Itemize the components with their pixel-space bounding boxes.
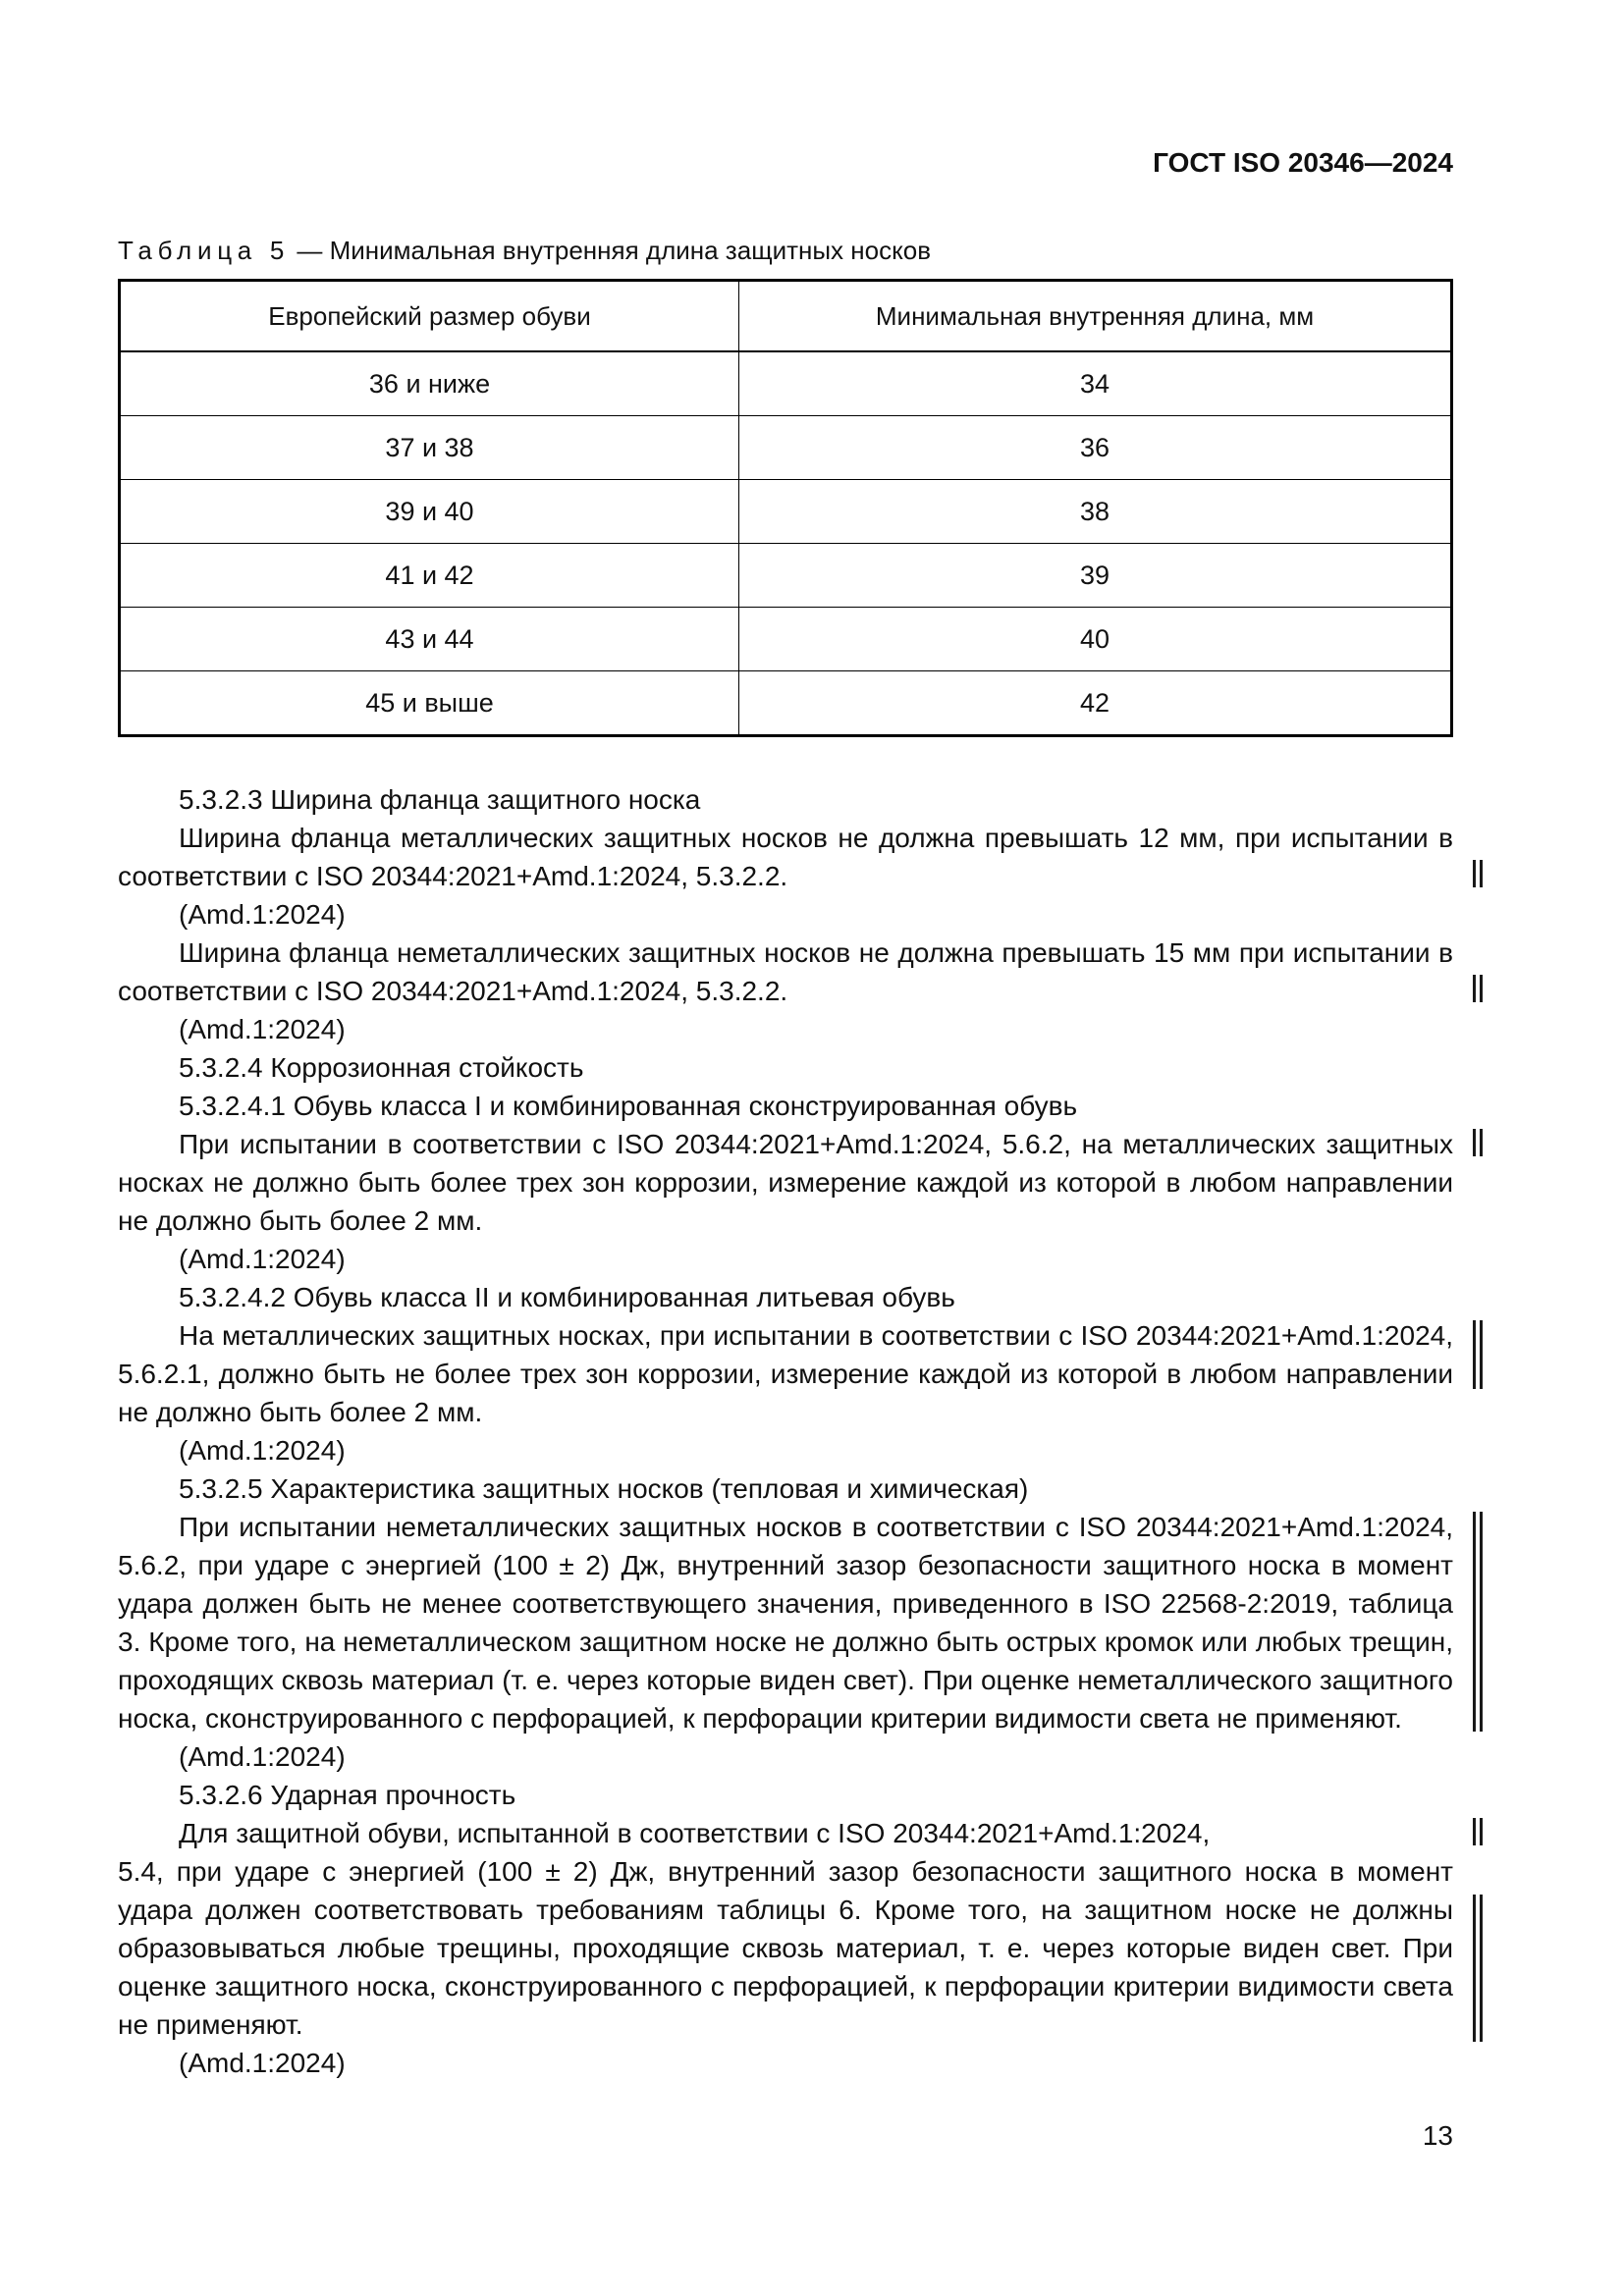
clause-heading: 5.3.2.6 Ударная прочность — [179, 1780, 516, 1810]
cell-size: 41 и 42 — [120, 544, 739, 608]
paragraph: При испытании неметаллических защитных носков в соответствии с ISO 20344:2021+Amd.1:2024, 5.6.2, при ударе с энергией (100 ± 2) Дж, внутренний зазор безопасности защитного носка в момент удара должен быть не менее соответствующего значения, приведенного в ISO 22568-2:2019, таблица 3. Кроме того, на неметаллическом защитном носке не должно быть острых кромок или любых трещин, проходящих сквозь материал (т. е. через которые виден свет). При оценке неметаллического защитного носка, сконструированного с перфорацией, к перфорации критерии видимости света не применяют. — [118, 1508, 1453, 1737]
page-number: 13 — [1422, 2120, 1453, 2151]
document-code-header: ГОСТ ISO 20346—2024 — [1153, 147, 1453, 178]
paragraph: Ширина фланца металлических защитных носков не должна превышать 12 мм, при испытании в соответствии с ISO 20344:2021+Amd.1:2024, 5.3.2.2. — [118, 819, 1453, 895]
clause-heading: 5.3.2.5 Характеристика защитных носков (тепловая и химическая) — [179, 1473, 1029, 1504]
paragraph: Для защитной обуви, испытанной в соответствии с ISO 20344:2021+Amd.1:2024, — [118, 1814, 1453, 1852]
cell-length: 36 — [739, 416, 1452, 480]
change-bar — [1473, 1129, 1483, 1156]
cell-size: 39 и 40 — [120, 480, 739, 544]
clause-heading: 5.3.2.3 Ширина фланца защитного носка — [179, 784, 701, 815]
table-caption — [118, 236, 1453, 265]
paragraph: При испытании в соответствии с ISO 20344:2021+Amd.1:2024, 5.6.2, на металлических защитных носках не должно быть более трех зон коррозии, измерение каждой из которой в любом направлении не должно быть более 2 мм. — [118, 1125, 1453, 1240]
body-text — [118, 780, 1453, 2082]
table-row — [120, 608, 1452, 671]
column-header-size: Европейский размер обуви — [120, 281, 739, 352]
amendment-note: (Amd.1:2024) — [179, 1741, 346, 1772]
change-bar — [1473, 1512, 1483, 1732]
cell-length: 42 — [739, 671, 1452, 736]
table-5 — [118, 279, 1453, 737]
paragraph: На металлических защитных носках, при испытании в соответствии с ISO 20344:2021+Amd.1:2024, 5.6.2.1, должно быть не более трех зон коррозии, измерение каждой из которой в любом направлении не должно быть более 2 мм. — [118, 1316, 1453, 1431]
table-row — [120, 416, 1452, 480]
table-row — [120, 544, 1452, 608]
paragraph: 5.4, при ударе с энергией (100 ± 2) Дж, внутренний зазор безопасности защитного носка в момент удара должен соответствовать требованиям таблицы 6. Кроме того, на защитном носке не должны образовываться любые трещины, проходящие сквозь материал, т. е. через которые виден свет. При оценке защитного носка, сконструированного с перфорацией, к перфорации критерии видимости света не применяют. — [118, 1852, 1453, 2044]
change-bar — [1473, 1320, 1483, 1389]
change-bar — [1473, 1818, 1483, 1845]
cell-length: 38 — [739, 480, 1452, 544]
table-caption-text: — Минимальная внутренняя длина защитных носков — [297, 236, 932, 265]
column-header-length: Минимальная внутренняя длина, мм — [739, 281, 1452, 352]
cell-length: 34 — [739, 351, 1452, 416]
cell-length: 40 — [739, 608, 1452, 671]
amendment-note: (Amd.1:2024) — [179, 2048, 346, 2078]
amendment-note: (Amd.1:2024) — [179, 1244, 346, 1274]
table-caption-label: Таблица 5 — [118, 236, 291, 265]
page-content — [118, 147, 1453, 2082]
amendment-note: (Amd.1:2024) — [179, 899, 346, 930]
clause-heading: 5.3.2.4.1 Обувь класса I и комбинированная сконструированная обувь — [179, 1091, 1078, 1121]
cell-size: 36 и ниже — [120, 351, 739, 416]
cell-size: 37 и 38 — [120, 416, 739, 480]
amendment-note: (Amd.1:2024) — [179, 1435, 346, 1466]
table-row — [120, 351, 1452, 416]
table-row — [120, 480, 1452, 544]
cell-size: 43 и 44 — [120, 608, 739, 671]
change-bar — [1473, 975, 1483, 1002]
change-bar — [1473, 1895, 1483, 2042]
amendment-note: (Amd.1:2024) — [179, 1014, 346, 1044]
cell-length: 39 — [739, 544, 1452, 608]
change-bar — [1473, 860, 1483, 887]
cell-size: 45 и выше — [120, 671, 739, 736]
table-row — [120, 671, 1452, 736]
clause-heading: 5.3.2.4.2 Обувь класса II и комбинированная литьевая обувь — [179, 1282, 955, 1312]
paragraph: Ширина фланца неметаллических защитных носков не должна превышать 15 мм при испытании в соответствии с ISO 20344:2021+Amd.1:2024, 5.3.2.2. — [118, 934, 1453, 1010]
clause-heading: 5.3.2.4 Коррозионная стойкость — [179, 1052, 584, 1083]
table-header-row — [120, 281, 1452, 352]
